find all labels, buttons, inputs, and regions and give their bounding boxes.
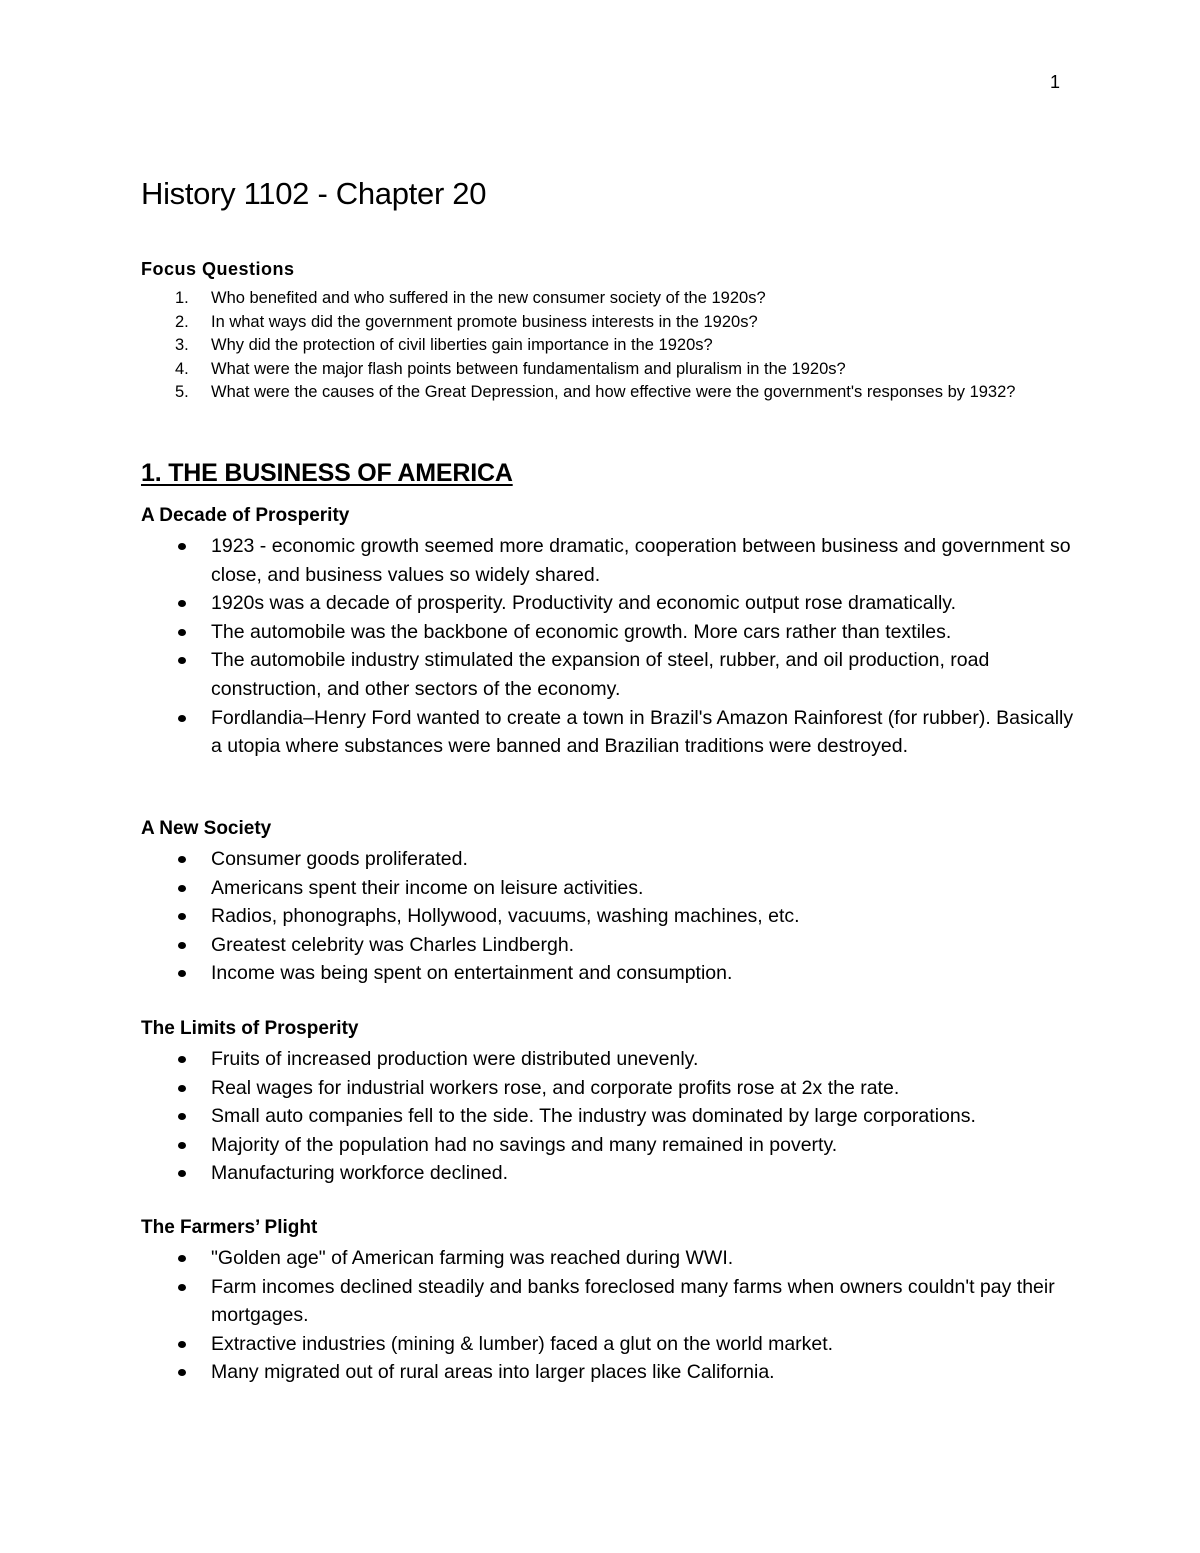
focus-question-text: What were the causes of the Great Depression, and how effective were the government's responses by 1932? — [211, 383, 1016, 401]
focus-question-text: Who benefited and who suffered in the new consumer society of the 1920s? — [211, 289, 766, 307]
list-item — [141, 618, 1081, 647]
focus-question-text: Why did the protection of civil liberties gain importance in the 1920s? — [211, 336, 713, 354]
bullet-list — [141, 532, 1081, 761]
bullet-icon — [178, 1085, 186, 1092]
list-item-text: 1923 - economic growth seemed more dramatic, cooperation between business and government so close, and business values so widely shared. — [211, 535, 1071, 586]
list-item — [141, 532, 1081, 589]
focus-question-number: 2. — [175, 312, 189, 331]
bullet-icon — [178, 1369, 186, 1376]
focus-question — [141, 334, 1041, 358]
bullet-icon — [178, 1056, 186, 1063]
focus-questions-list — [141, 287, 1041, 405]
subsection-limits-of-prosperity — [141, 1016, 1081, 1188]
bullet-icon — [178, 970, 186, 977]
list-item-text: Fordlandia–Henry Ford wanted to create a town in Brazil's Amazon Rainforest (for rubber). Basically a utopia where substances were banned and Brazilian traditions were destroyed. — [211, 706, 1074, 758]
focus-question — [141, 311, 1041, 335]
bullet-icon — [178, 715, 186, 722]
bullet-icon — [178, 1170, 186, 1177]
bullet-icon — [178, 657, 186, 664]
bullet-list — [141, 845, 1081, 988]
bullet-icon — [178, 885, 186, 892]
bullet-icon — [178, 942, 186, 949]
subsection-farmers-plight — [141, 1215, 1081, 1387]
list-item-text: The automobile industry stimulated the expansion of steel, rubber, and oil production, road construction, and other sectors of the economy. — [211, 649, 990, 700]
list-item — [141, 845, 1081, 874]
subsection-heading: A New Society — [141, 818, 272, 839]
list-item-text: Real wages for industrial workers rose, and corporate profits rose at 2x the rate. — [211, 1076, 900, 1099]
list-item-text: Radios, phonographs, Hollywood, vacuums, washing machines, etc. — [211, 905, 800, 928]
focus-question-number: 1. — [175, 289, 189, 307]
list-item-text: 1920s was a decade of prosperity. Productivity and economic output rose dramatically. — [211, 592, 956, 615]
bullet-list — [141, 1045, 1081, 1188]
focus-question-text: In what ways did the government promote business interests in the 1920s? — [211, 312, 758, 331]
list-item-text: Fruits of increased production were distributed unevenly. — [211, 1048, 699, 1070]
list-item — [141, 1131, 1081, 1160]
list-item-text: Income was being spent on entertainment and consumption. — [211, 962, 733, 985]
subsection-heading: The Farmers’ Plight — [141, 1217, 318, 1238]
focus-question — [141, 358, 1041, 382]
list-item — [141, 646, 1081, 703]
list-item — [141, 1330, 1081, 1359]
list-item-text: Small auto companies fell to the side. The industry was dominated by large corporations. — [211, 1105, 976, 1128]
list-item-text: Manufacturing workforce declined. — [211, 1162, 508, 1185]
list-item — [141, 874, 1081, 903]
list-item-text: The automobile was the backbone of economic growth. More cars rather than textiles. — [211, 620, 952, 643]
list-item — [141, 1159, 1081, 1188]
list-item-text: Greatest celebrity was Charles Lindbergh. — [211, 933, 575, 956]
bullet-icon — [178, 1341, 186, 1348]
list-item — [141, 1074, 1081, 1103]
bullet-list — [141, 1244, 1081, 1387]
subsection-new-society — [141, 816, 1081, 988]
list-item — [141, 931, 1081, 960]
page-number: 1 — [1049, 72, 1060, 92]
bullet-icon — [178, 600, 186, 607]
focus-questions-heading: Focus Questions — [141, 259, 295, 279]
subsection-decade-of-prosperity — [141, 503, 1081, 761]
bullet-icon — [178, 629, 186, 636]
bullet-icon — [178, 1255, 186, 1262]
list-item — [141, 959, 1081, 988]
list-item — [141, 1273, 1081, 1330]
bullet-icon — [178, 913, 186, 920]
document-title: History 1102 - Chapter 20 — [141, 176, 487, 211]
focus-question-number: 4. — [175, 359, 189, 378]
list-item — [141, 1102, 1081, 1131]
list-item — [141, 1244, 1081, 1273]
list-item — [141, 1045, 1081, 1074]
bullet-icon — [178, 543, 186, 550]
list-item-text: Farm incomes declined steadily and banks foreclosed many farms when owners couldn't pay their mortgages. — [211, 1275, 1055, 1327]
list-item-text: Majority of the population had no savings and many remained in poverty. — [211, 1133, 838, 1156]
list-item-text: "Golden age" of American farming was reached during WWI. — [211, 1247, 734, 1269]
focus-question — [141, 381, 1041, 405]
list-item — [141, 1358, 1081, 1387]
list-item — [141, 589, 1081, 618]
list-item — [141, 704, 1081, 761]
focus-question-number: 3. — [175, 336, 189, 354]
bullet-icon — [178, 1142, 186, 1149]
focus-question-number: 5. — [175, 383, 189, 401]
list-item-text: Extractive industries (mining & lumber) faced a glut on the world market. — [211, 1332, 834, 1355]
bullet-icon — [178, 1113, 186, 1120]
focus-question-text: What were the major flash points between fundamentalism and pluralism in the 1920s? — [211, 359, 846, 378]
bullet-icon — [178, 1284, 186, 1291]
section-heading: 1. THE BUSINESS OF AMERICA — [141, 459, 513, 487]
list-item — [141, 902, 1081, 931]
list-item-text: Consumer goods proliferated. — [211, 848, 468, 870]
subsection-heading: The Limits of Prosperity — [141, 1018, 359, 1039]
subsection-heading: A Decade of Prosperity — [141, 505, 350, 526]
focus-question — [141, 287, 1041, 311]
list-item-text: Many migrated out of rural areas into larger places like California. — [211, 1361, 775, 1384]
bullet-icon — [178, 856, 186, 863]
list-item-text: Americans spent their income on leisure activities. — [211, 876, 644, 899]
